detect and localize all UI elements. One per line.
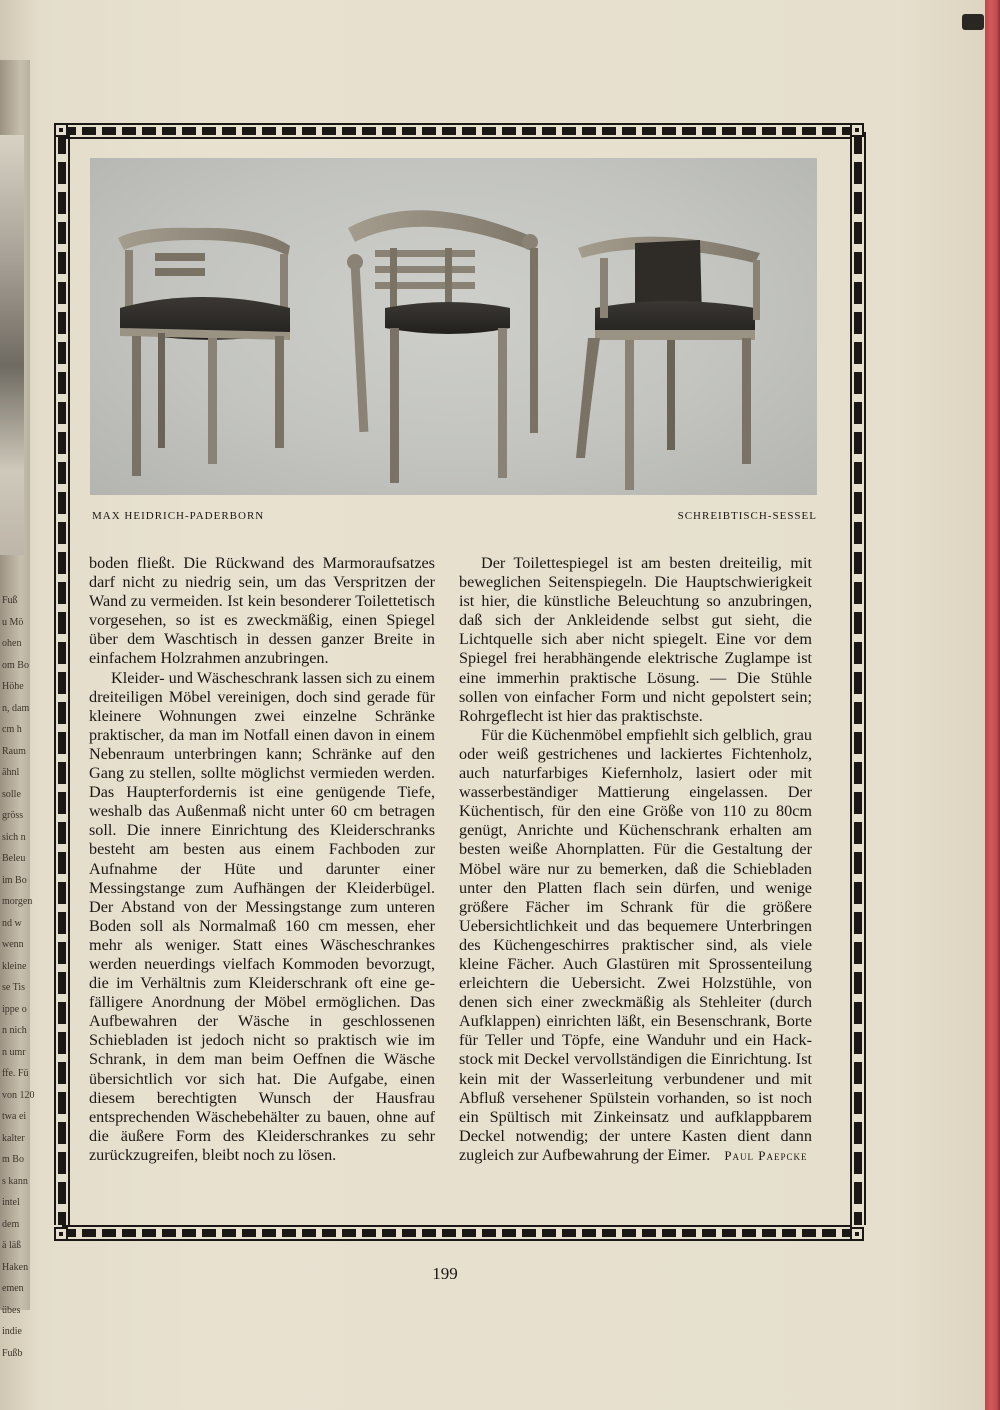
previous-page-fragment: om Bo <box>2 659 29 671</box>
previous-page-fragment: übes <box>2 1304 21 1316</box>
chairs-illustration <box>90 158 817 495</box>
frame-corner-bl <box>54 1227 68 1241</box>
previous-page-fragment: nd w <box>2 917 22 929</box>
previous-page-fragment: morgen <box>2 896 33 907</box>
previous-page-fragment: Raum <box>2 745 26 757</box>
previous-page-fragment: s kann <box>2 1175 28 1187</box>
previous-page-fragment: cm h <box>2 724 22 735</box>
caption-title: SCHREIBTISCH-SESSEL <box>677 510 817 522</box>
chair-right <box>576 237 760 490</box>
previous-page-fragment: im Bo <box>2 874 27 886</box>
chairs-photograph <box>90 158 817 495</box>
previous-page-fragment: Beleu <box>2 853 26 864</box>
binding-tab <box>962 14 984 30</box>
author-signature: Paul Paepcke <box>724 1147 808 1163</box>
previous-page-fragment: kalter <box>2 1132 25 1144</box>
chair-left <box>118 228 290 476</box>
previous-page-fragment: ohen <box>2 638 22 649</box>
paragraph: Kleider- und Wäscheschrank lassen sich zu einem dreiteiligen Möbel vereinigen, doch sind gerade für kleinere Wohnungen zwei einzelne Schränke praktischer, da man im Notfall einen davon in einem Nebenraum unterbringen kann; Schränke auf den Gang zu stellen, sollte möglichst vermieden werden. Das Haupterfordernis ist eine genügende Tiefe, weshalb das Außenmaß nicht unter 60 cm betragen soll. Die innere Einrichtung des Kleiderschranks besteht am besten aus einem Fachboden zur Aufnahme der Hüte und darunter einer Messingstange zum Aufhängen der Kleiderbügel. Der Abstand von der Messingstange zum unteren Boden soll als Normalmaß 160 cm messen, eher mehr als weniger. Statt eines Wäscheschrankes werden neuerdings vielfach Kommoden bevorzugt, die im Verhältnis zum Kleiderschrank oft eine gefälligere Anordnung der Möbel ermöglichen. Das Aufbewahren der Wäsche in geschlossenen Schiebladen ist jedoch nicht so praktisch wie im Schrank, in dem man beim Oeffnen die Wäsche übersichtlich vor sich hat. Die Aufgabe, einen diesem berechtigten Wunsch der Hausfrau entsprechenden Wäschebehälter zu bauen, ohne auf die äußere Form des Kleiderschrankes zu sehr zurückzugreifen, bleibt noch zu lösen. <box>89 668 435 1164</box>
paragraph <box>459 726 812 1165</box>
previous-page-fragment: gröss <box>2 810 24 821</box>
previous-page-fragment: u Mö <box>2 616 24 628</box>
paragraph: Der Toilettespiegel ist am besten dreiteilig, mit beweglichen Seitenspiegeln. Die Hauptschwierigkeit ist hier, die künstliche Beleuchtung so anzubringen, daß sich der Ankleidende selbst gut sieht, die Lichtquelle sich aber nicht spiegelt. Eine vor dem Spiegel frei herabhängende elektrische Zuglampe ist eine immerhin praktische Lösung. — Die Stühle sollen von einfacher Form und nicht gepolstert sein; Rohrgeflecht ist hier das praktischste. <box>459 554 812 725</box>
previous-page-fragment: ähnl <box>2 767 20 778</box>
previous-page-fragment: kleine <box>2 960 27 972</box>
frame-top <box>62 123 852 139</box>
frame-corner-tl <box>54 123 68 137</box>
previous-page-fragment: m Bo <box>2 1154 24 1165</box>
previous-page-fragment: n umr <box>2 1046 26 1058</box>
book-binding <box>985 0 1000 1410</box>
previous-page-fragment: ippe o <box>2 1003 27 1015</box>
page-number: 199 <box>432 1264 458 1283</box>
frame-corner-br <box>850 1227 864 1241</box>
previous-page-fragment: solle <box>2 788 21 800</box>
previous-page-fragment: ffe. Fü <box>2 1068 29 1079</box>
previous-page-photo <box>0 135 24 555</box>
previous-page-fragment: intel <box>2 1197 20 1208</box>
previous-page-fragment: n, dam <box>2 702 30 714</box>
previous-page-fragment: Fuß <box>2 595 18 606</box>
previous-page-fragment: Haken <box>2 1261 29 1273</box>
chair-middle <box>347 210 538 483</box>
text-column-left <box>89 554 435 1165</box>
paragraph: boden fließt. Die Rückwand des Marmoraufsatzes darf nicht zu niedrig sein, um das Verspritzen der Wand zu vermeiden. Ist kein besonderer Toilettetisch vorgesehen, so ist es zweckmäßig, einen Spiegel über dem Waschtisch in dessen ganzer Breite in einfachem Holzrahmen anzubringen. <box>89 554 435 668</box>
frame-bottom <box>62 1225 852 1241</box>
previous-page-fragment: twa ei <box>2 1111 27 1122</box>
previous-page-fragment: von 120 <box>2 1089 35 1101</box>
frame-right <box>850 132 866 1225</box>
previous-page-fragment: n nich <box>2 1025 27 1036</box>
previous-page-fragment: wenn <box>2 939 24 950</box>
previous-page-edge <box>0 60 35 1359</box>
previous-page-fragment: Fußb <box>2 1347 23 1359</box>
frame-left <box>54 132 70 1225</box>
frame-corner-tr <box>850 123 864 137</box>
previous-page-fragment: indie <box>2 1326 22 1337</box>
paragraph-text: Für die Küchenmöbel empfiehlt sich gelblich, grau oder weiß gestrichenes und lackiertes Fichtenholz, auch naturfarbiges Kiefernholz, lasiert oder mit wasserbeständiger Mattierung eingelassen. Der Küchentisch, für den eine Größe von 110 zu 80cm genügt, Anrichte und Küchenschrank erhalten am besten weiße Ahornplatten. Für die Gestaltung der Möbel wäre nur zu bemerken, daß die Schiebladen unter den Platten flach sein dürfen, und wenige größere Fächer im Schrank für die größere Uebersichtlichkeit und das bequemere Unterbringen des Küchengeschirres praktischer sind, als viele kleine Fächer. Auch Glastüren mit Sprossenteilung erleichtern die Uebersicht. Zwei Holzstühle, von denen sich einer zweckmäßig als Stehleiter (durch Aufklappen) einrichten läßt, ein Besenschrank, Borte für Teller und Töpfe, eine Wanduhr und ein Hackstock mit Deckel vervollständigen die Einrichtung. Ist kein mit der Wasserleitung verbundener und mit Abfluß versehener Spülstein vorhanden, so ist noch ein Spültisch mit Zinkeinsatz und aufklappbarem Deckel notwendig; der untere Kasten dient dann zugleich zur Aufbewahrung der Eimer. <box>459 725 812 1164</box>
caption-designer: MAX HEIDRICH-PADERBORN <box>92 510 265 522</box>
previous-page-fragment: ä läß <box>2 1240 22 1251</box>
previous-page-fragment: se Tis <box>2 982 26 993</box>
text-column-right <box>459 554 812 1165</box>
previous-page-fragment: sich n <box>2 831 26 843</box>
previous-page-fragment: dem <box>2 1218 20 1230</box>
previous-page-text <box>2 590 35 1364</box>
previous-page-fragment: Höhe <box>2 681 24 692</box>
previous-page-fragment: emen <box>2 1283 24 1294</box>
